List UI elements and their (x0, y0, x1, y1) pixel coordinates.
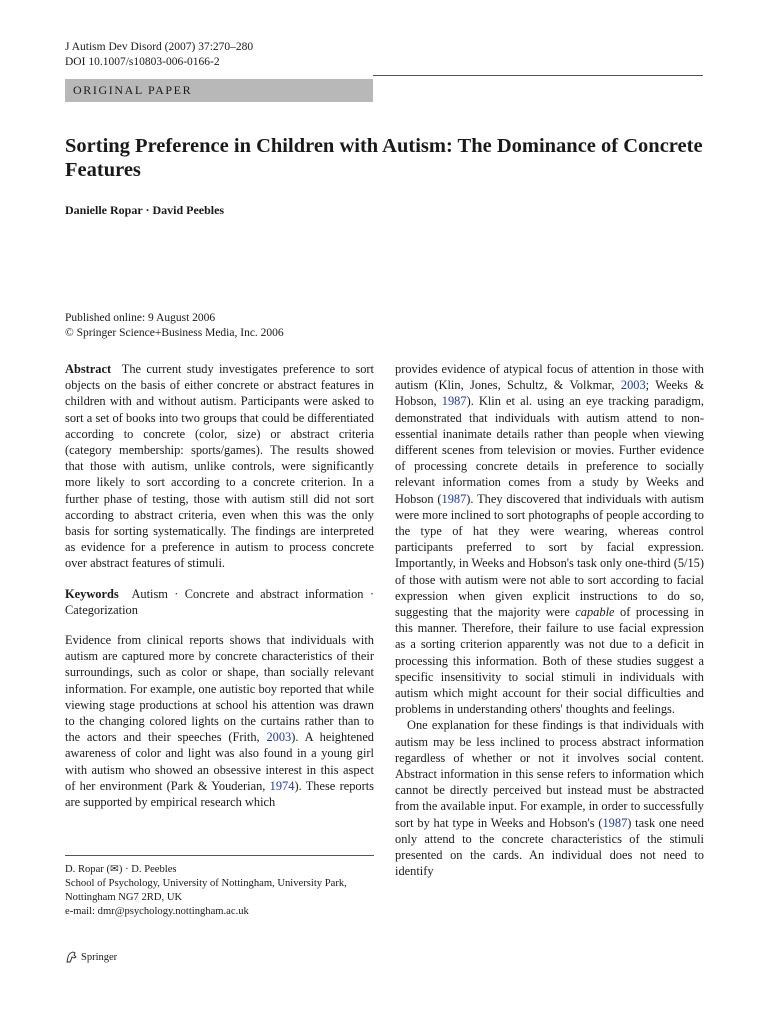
left-column (65, 361, 374, 810)
publisher-name: Springer (81, 951, 118, 963)
citation-link[interactable]: 1987 (602, 815, 628, 830)
body-text: ). Klin et al. using an eye tracking paradigm, demonstrated that individuals with autism attend to non-essential inanimate details rather than people when viewing different scenes from television or movies. Further evidence of processing concrete details in preference to socially relevant information comes from a study by Weeks and Hobson ( (395, 394, 704, 506)
body-text: ; Weeks & Hobson, (395, 378, 704, 409)
article-type-banner: ORIGINAL PAPER (65, 79, 373, 102)
intro-paragraph (65, 632, 374, 810)
abstract-text: The current study investigates preference to sort objects on the basis of either concrete or abstract features in children with and without autism. Participants were asked to sort a set of books into two groups that could be differentiated according to concrete (color, size) or abstract criteria (category membership: sports/games). The results showed that those with autism, unlike controls, were significantly more likely to sort according to a concrete criterion. In a further phase of testing, those with autism still did not sort according to abstract criteria, even when this was the only basis for sorting systematically. The findings are interpreted as evidence for a preference in autism to process concrete over abstract features of stimuli. (65, 362, 374, 571)
body-paragraph (395, 717, 704, 879)
footnote-email: e-mail: dmr@psychology.nottingham.ac.uk (65, 906, 249, 917)
publisher-footer (65, 951, 117, 963)
citation-link[interactable]: 1987 (441, 394, 467, 409)
body-text: of processing in this manner. Therefore, their failure to use facial expression as a sorting criterion apparently was not due to a deficit in processing this information. Both of these studies suggest a specific insensitivity to social stimuli in individuals with autism which might account for their social difficulties and problems in understanding others' thoughts and feelings. (395, 605, 704, 717)
body-text: ). These reports are supported by empirical research which (65, 778, 374, 810)
body-paragraph (395, 361, 704, 717)
footnote-divider (65, 855, 374, 856)
author-footnote (65, 863, 374, 919)
right-column (395, 361, 704, 880)
body-text: One explanation for these findings is that individuals with autism may be less inclined to process abstract information regardless of whether or not it involves social content. Abstract information in this sense refers to information which cannot be directly perceived but instead must be abstracted from the available input. For example, in order to successfully sort by hat type in Weeks and Hobson's ( (395, 718, 704, 830)
header-divider (373, 75, 703, 76)
body-text: provides evidence of atypical focus of attention in those with autism (Klin, Jones, Schultz, & Volkmar, (395, 362, 704, 393)
body-text: ). A heightened awareness of color and light was also found in a young girl with autism who showed an obsessive interest in this aspect of her environment (Park & Youderian, (65, 730, 375, 793)
citation-link[interactable]: 2003 (620, 378, 646, 393)
journal-line: J Autism Dev Disord (2007) 37:270–280 (65, 41, 254, 53)
footnote-affiliation: School of Psychology, University of Nottingham, University Park, Nottingham NG7 2RD, UK (65, 878, 347, 903)
published-date: Published online: 9 August 2006 (65, 312, 216, 324)
author-list: Danielle Ropar · David Peebles (65, 203, 225, 217)
publication-info (65, 311, 284, 341)
keywords-text: Autism · Concrete and abstract information · Categorization (65, 586, 374, 617)
body-text: Evidence from clinical reports shows that individuals with autism are captured more by concrete characteristics of their surroundings, such as color or shape, than socially relevant information. For example, one autistic boy reported that while viewing stage productions at school his attention was drawn to the changing colored lights on the curtains rather than to the actors and their speeches (Frith, (65, 633, 374, 745)
doi-line: DOI 10.1007/s10803-006-0166-2 (65, 56, 220, 68)
keywords-label: Keywords (65, 586, 119, 601)
citation-link[interactable]: 1974 (269, 778, 295, 793)
copyright-line: © Springer Science+Business Media, Inc. 2006 (65, 327, 284, 339)
emphasis-capable: capable (575, 605, 615, 620)
citation-link[interactable]: 1987 (441, 491, 467, 506)
footnote-names: D. Ropar (✉) · D. Peebles (65, 864, 177, 875)
springer-horse-icon (65, 951, 77, 963)
citation-link[interactable]: 2003 (266, 730, 292, 745)
article-title: Sorting Preference in Children with Autism: The Dominance of Concrete Features (65, 135, 703, 181)
body-text: ) task one need only attend to the concrete characteristics of the stimuli presented on the cards. An individual does not need to identify (395, 815, 704, 879)
abstract-label: Abstract (65, 362, 112, 376)
abstract (65, 361, 374, 572)
keywords (65, 586, 374, 618)
journal-citation (65, 40, 253, 70)
body-text: ). They discovered that individuals with autism were more inclined to sort photographs of people according to the type of hat they were wearing, whereas control participants preferred to sort by facial expression. Importantly, in Weeks and Hobson's task only one-third (5/15) of those with autism were not able to sort according to facial expression when given explicit instructions to do so, suggesting that the majority were (395, 491, 704, 620)
